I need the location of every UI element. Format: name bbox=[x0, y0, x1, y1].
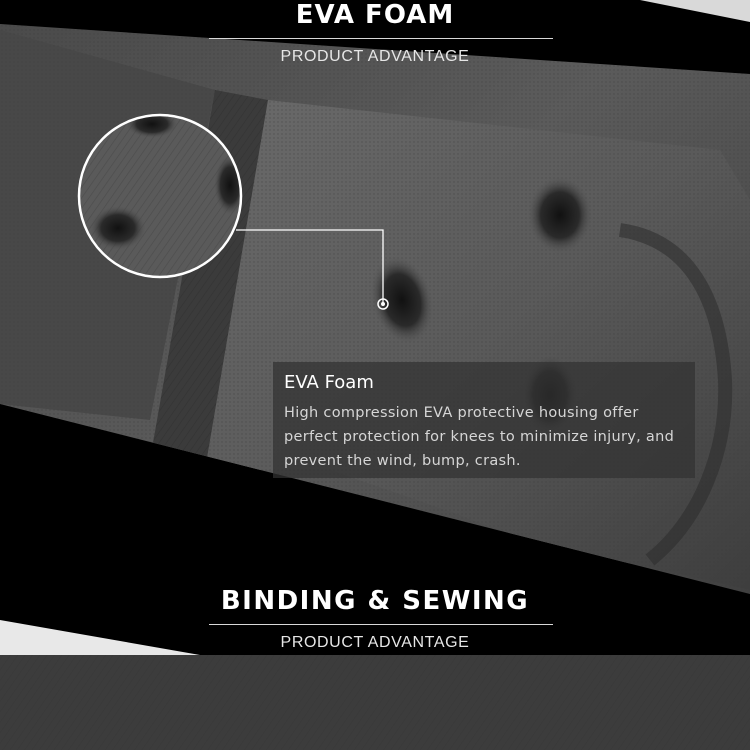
section-title-eva-foam: EVA FOAM bbox=[295, 0, 455, 30]
info-title: EVA Foam bbox=[284, 372, 374, 393]
title-divider bbox=[209, 624, 553, 625]
eva-foam-info-box bbox=[273, 362, 695, 478]
section-subtitle: PRODUCT ADVANTAGE bbox=[280, 634, 470, 651]
section-subtitle: PRODUCT ADVANTAGE bbox=[280, 48, 470, 65]
info-description: High compression EVA protective housing offer perfect protection for knees to minimize injury, and prevent the wind, bump, crash. bbox=[284, 405, 675, 469]
title-divider bbox=[209, 38, 553, 39]
section-title-binding-sewing: BINDING & SEWING bbox=[220, 586, 530, 616]
